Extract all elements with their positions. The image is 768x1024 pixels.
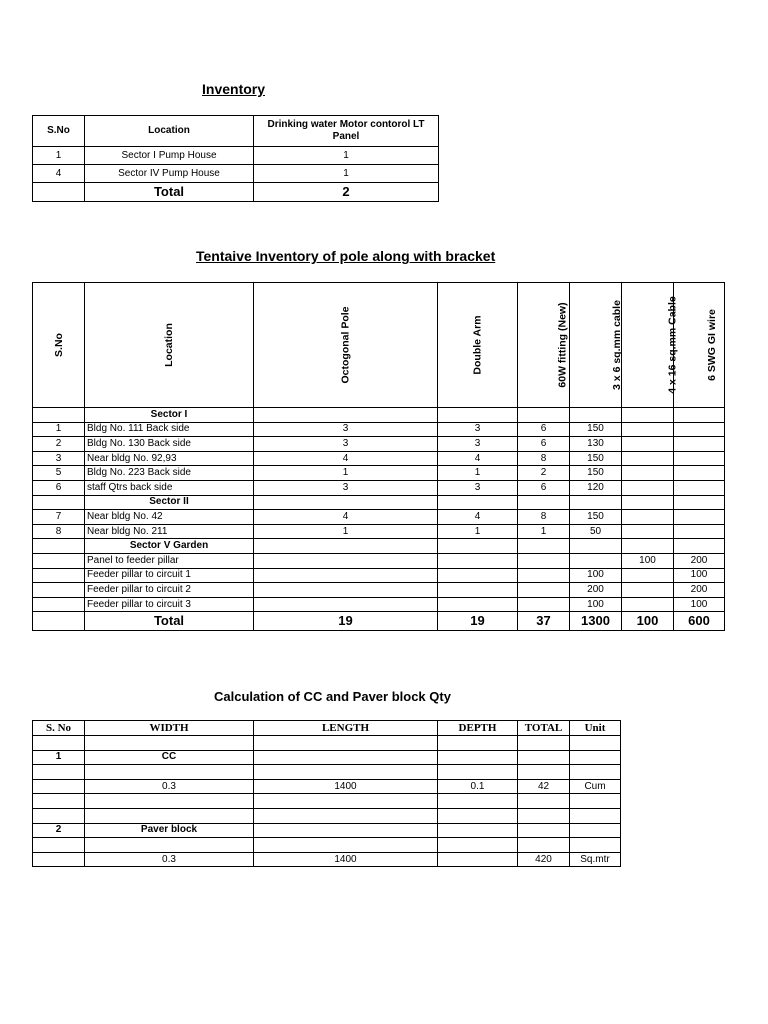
cell — [674, 495, 725, 510]
cell: Near bldg No. 211 — [85, 524, 254, 539]
cell — [33, 408, 85, 423]
cell — [570, 736, 621, 751]
table-row — [33, 510, 725, 525]
section-row — [33, 495, 725, 510]
cell — [254, 765, 438, 780]
cell — [674, 510, 725, 525]
poles-total-value: 1300 — [570, 612, 622, 631]
cell: 6 — [33, 480, 85, 495]
cell — [674, 524, 725, 539]
cell: 1 — [438, 466, 518, 481]
cell — [570, 539, 622, 554]
cell: 7 — [33, 510, 85, 525]
cell: Sector I Pump House — [85, 147, 254, 165]
cell — [518, 495, 570, 510]
calc-header-total: TOTAL — [518, 721, 570, 736]
cell — [438, 838, 518, 853]
cell: 5 — [33, 466, 85, 481]
cell: Bldg No. 223 Back side — [85, 466, 254, 481]
cell: 2 — [33, 823, 85, 838]
cell — [622, 422, 674, 437]
cell — [622, 510, 674, 525]
cell — [570, 495, 622, 510]
cell — [674, 408, 725, 423]
cell: 6 — [518, 422, 570, 437]
cell: 3 — [254, 437, 438, 452]
poles-header-sno: S.No — [33, 283, 85, 408]
inventory-total-label: Total — [85, 183, 254, 202]
cell: 420 — [518, 852, 570, 867]
table-row — [33, 553, 725, 568]
cell — [518, 597, 570, 612]
cell: 0.1 — [438, 779, 518, 794]
cell — [85, 736, 254, 751]
cell — [674, 480, 725, 495]
table-row — [33, 779, 621, 794]
cell — [438, 539, 518, 554]
cell — [570, 750, 621, 765]
cell — [622, 597, 674, 612]
cell — [438, 597, 518, 612]
cell: CC — [85, 750, 254, 765]
table-row — [33, 466, 725, 481]
cell — [674, 422, 725, 437]
cell: 1 — [438, 524, 518, 539]
cell — [254, 736, 438, 751]
cell — [570, 408, 622, 423]
cell — [570, 765, 621, 780]
cell: 1 — [33, 750, 85, 765]
cell: 100 — [622, 553, 674, 568]
cell — [622, 568, 674, 583]
cell — [622, 539, 674, 554]
table-row — [33, 165, 439, 183]
table-row — [33, 823, 621, 838]
poles-total-value: 100 — [622, 612, 674, 631]
poles-header-60w-fitting: 60W fitting (New) — [518, 283, 570, 408]
cell: 150 — [570, 451, 622, 466]
cell — [622, 583, 674, 598]
table-row — [33, 736, 621, 751]
cell — [622, 466, 674, 481]
cell — [438, 553, 518, 568]
calc-header-depth: DEPTH — [438, 721, 518, 736]
cell: 6 — [518, 480, 570, 495]
cell: 1 — [33, 422, 85, 437]
poles-total-value: 600 — [674, 612, 725, 631]
cell: 4 — [438, 510, 518, 525]
inventory-header-row — [33, 116, 439, 147]
cell — [254, 750, 438, 765]
cell — [438, 583, 518, 598]
cell: 8 — [518, 510, 570, 525]
inventory-header-location: Location — [85, 116, 254, 147]
cell: 2 — [33, 437, 85, 452]
poles-total-value: 19 — [254, 612, 438, 631]
cell — [33, 583, 85, 598]
cell: 150 — [570, 422, 622, 437]
table-row — [33, 437, 725, 452]
cell: Cum — [570, 779, 621, 794]
cell: 100 — [570, 597, 622, 612]
poles-total-value: 37 — [518, 612, 570, 631]
table-row — [33, 750, 621, 765]
cell — [438, 808, 518, 823]
cell — [622, 408, 674, 423]
cell — [438, 408, 518, 423]
cell — [254, 495, 438, 510]
cell — [570, 838, 621, 853]
cell — [254, 408, 438, 423]
cell: 130 — [570, 437, 622, 452]
table-row — [33, 808, 621, 823]
inventory-total-row — [33, 183, 439, 202]
poles-header-octogonal-pole: Octogonal Pole — [254, 283, 438, 408]
cell — [622, 480, 674, 495]
cell — [518, 750, 570, 765]
table-row — [33, 147, 439, 165]
calc-header-sno: S. No — [33, 721, 85, 736]
cell: 200 — [674, 553, 725, 568]
cell: 4 — [33, 165, 85, 183]
cell: Bldg No. 130 Back side — [85, 437, 254, 452]
cell — [518, 794, 570, 809]
cell — [674, 437, 725, 452]
section-label: Sector I — [85, 408, 254, 423]
cell: 3 — [254, 480, 438, 495]
table-row — [33, 765, 621, 780]
cell — [622, 451, 674, 466]
section-row — [33, 408, 725, 423]
cell — [570, 808, 621, 823]
cell: Feeder pillar to circuit 3 — [85, 597, 254, 612]
poles-table — [32, 282, 725, 631]
cell: 1400 — [254, 852, 438, 867]
cell — [518, 553, 570, 568]
cell: 2 — [518, 466, 570, 481]
cell — [254, 568, 438, 583]
cell — [674, 466, 725, 481]
cell: 1 — [518, 524, 570, 539]
cell: 3 — [254, 422, 438, 437]
cell — [254, 794, 438, 809]
table-row — [33, 794, 621, 809]
poles-header-location: Location — [85, 283, 254, 408]
section-label: Sector II — [85, 495, 254, 510]
cell: 150 — [570, 510, 622, 525]
cell — [438, 765, 518, 780]
cell — [33, 838, 85, 853]
cell: 1400 — [254, 779, 438, 794]
cell — [33, 568, 85, 583]
cell: Feeder pillar to circuit 1 — [85, 568, 254, 583]
cell: 3 — [33, 451, 85, 466]
cell: Panel to feeder pillar — [85, 553, 254, 568]
cell: Feeder pillar to circuit 2 — [85, 583, 254, 598]
table-row — [33, 451, 725, 466]
cell — [33, 597, 85, 612]
calc-header-length: LENGTH — [254, 721, 438, 736]
cell — [622, 524, 674, 539]
cell: 150 — [570, 466, 622, 481]
table-row — [33, 583, 725, 598]
inventory-table — [32, 115, 439, 202]
cell — [33, 495, 85, 510]
cell: 4 — [438, 451, 518, 466]
cell: 200 — [674, 583, 725, 598]
poles-title: Tentaive Inventory of pole along with bracket — [196, 248, 496, 264]
table-row — [33, 480, 725, 495]
cell — [438, 852, 518, 867]
cell: 3 — [438, 437, 518, 452]
poles-total-value: 19 — [438, 612, 518, 631]
cell — [33, 794, 85, 809]
cell — [518, 568, 570, 583]
cell: Near bldg No. 42 — [85, 510, 254, 525]
cell: 100 — [674, 597, 725, 612]
cell — [622, 495, 674, 510]
poles-total-label: Total — [85, 612, 254, 631]
cell — [33, 736, 85, 751]
poles-header-gi-wire: 6 SWG GI wire — [674, 283, 725, 408]
cell — [674, 539, 725, 554]
section-label: Sector V Garden — [85, 539, 254, 554]
cell: 6 — [518, 437, 570, 452]
table-row — [33, 597, 725, 612]
cell: 8 — [518, 451, 570, 466]
cell: 120 — [570, 480, 622, 495]
cell — [254, 597, 438, 612]
poles-header-row — [33, 283, 725, 408]
cell — [518, 736, 570, 751]
cell — [33, 765, 85, 780]
poles-header-double-arm: Double Arm — [438, 283, 518, 408]
calc-title: Calculation of CC and Paver block Qty — [214, 689, 451, 704]
cell — [438, 750, 518, 765]
cell — [85, 808, 254, 823]
cell — [254, 583, 438, 598]
table-row — [33, 568, 725, 583]
cell — [518, 408, 570, 423]
cell: 0.3 — [85, 852, 254, 867]
cell: 3 — [438, 422, 518, 437]
cell — [33, 612, 85, 631]
inventory-header-panel: Drinking water Motor contorol LT Panel — [254, 116, 439, 147]
cell — [518, 583, 570, 598]
cell — [33, 539, 85, 554]
cell — [33, 183, 85, 202]
cell — [570, 823, 621, 838]
inventory-total-value: 2 — [254, 183, 439, 202]
cell — [518, 808, 570, 823]
cell: 0.3 — [85, 779, 254, 794]
cell: 200 — [570, 583, 622, 598]
cell — [438, 823, 518, 838]
cell: 1 — [33, 147, 85, 165]
cell — [438, 794, 518, 809]
cell — [254, 553, 438, 568]
cell — [518, 539, 570, 554]
table-row — [33, 838, 621, 853]
cell: Sq.mtr — [570, 852, 621, 867]
cell: 100 — [570, 568, 622, 583]
cell — [33, 852, 85, 867]
cell: 8 — [33, 524, 85, 539]
cell — [254, 808, 438, 823]
poles-header-4x16-cable: 4 x 16 sq.mm Cable — [622, 283, 674, 408]
section-row — [33, 539, 725, 554]
cell — [33, 553, 85, 568]
cell — [33, 808, 85, 823]
cell: staff Qtrs back side — [85, 480, 254, 495]
cell: Sector IV Pump House — [85, 165, 254, 183]
cell — [622, 437, 674, 452]
cell: 1 — [254, 466, 438, 481]
cell — [570, 794, 621, 809]
cell: 1 — [254, 524, 438, 539]
cell: 1 — [254, 165, 439, 183]
inventory-header-sno: S.No — [33, 116, 85, 147]
cell — [570, 553, 622, 568]
inventory-title: Inventory — [202, 81, 266, 97]
cell: 3 — [438, 480, 518, 495]
cell: 4 — [254, 510, 438, 525]
cell — [254, 838, 438, 853]
cell — [674, 451, 725, 466]
calc-header-unit: Unit — [570, 721, 621, 736]
cell: Bldg No. 111 Back side — [85, 422, 254, 437]
poles-header-3x6-cable: 3 x 6 sq.mm cable — [570, 283, 622, 408]
cell — [254, 539, 438, 554]
cell — [254, 823, 438, 838]
cell: Paver block — [85, 823, 254, 838]
calc-table — [32, 720, 621, 867]
calc-header-row — [33, 721, 621, 736]
cell — [518, 823, 570, 838]
cell — [438, 568, 518, 583]
cell: 42 — [518, 779, 570, 794]
cell: 1 — [254, 147, 439, 165]
cell: Near bldg No. 92,93 — [85, 451, 254, 466]
cell: 50 — [570, 524, 622, 539]
cell: 4 — [254, 451, 438, 466]
cell — [518, 765, 570, 780]
cell — [438, 495, 518, 510]
table-row — [33, 422, 725, 437]
cell — [438, 736, 518, 751]
cell — [85, 794, 254, 809]
cell — [85, 765, 254, 780]
cell — [518, 838, 570, 853]
cell: 100 — [674, 568, 725, 583]
calc-header-width: WIDTH — [85, 721, 254, 736]
table-row — [33, 852, 621, 867]
cell — [85, 838, 254, 853]
table-row — [33, 524, 725, 539]
poles-total-row — [33, 612, 725, 631]
cell — [33, 779, 85, 794]
